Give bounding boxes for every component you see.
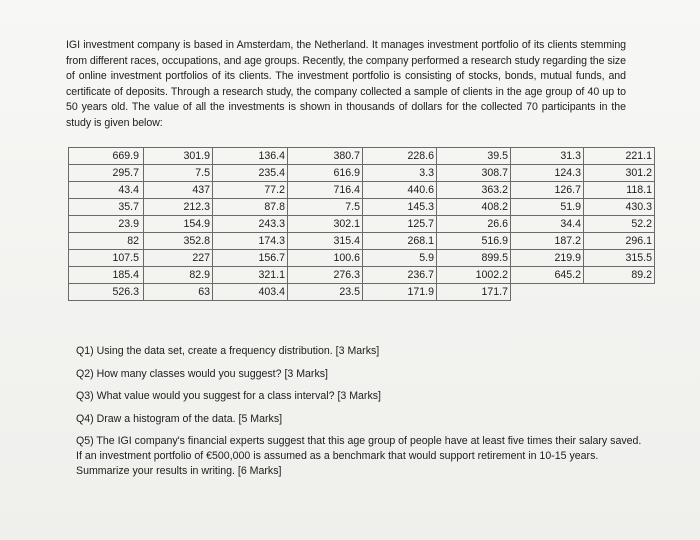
table-cell: 124.3 (511, 165, 584, 182)
table-cell: 7.5 (288, 199, 363, 216)
table-cell: 156.7 (213, 250, 288, 267)
table-cell: 516.9 (437, 233, 511, 250)
table-cell: 107.5 (69, 250, 144, 267)
table-cell: 34.4 (511, 216, 584, 233)
table-cell: 236.7 (363, 267, 437, 284)
intro-paragraph: IGI investment company is based in Amsterdam, the Netherland. It manages investment portfolio of its clients stemming from different races, occupations, and age groups. Recently, the company performed a research study regarding the size of online investment portfolios of its clients. The investment portfolio is consisting of stocks, bonds, mutual funds, and certificate of deposits. Through a research study, the company collected a sample of clients in the age group of 40 up to 50 years old. The value of all the investments is shown in thousands of dollars for the collected 70 participants in the study is given below: (66, 39, 626, 129)
table-cell: 89.2 (584, 267, 655, 284)
table-cell: 171.7 (437, 284, 511, 301)
question-list (76, 344, 646, 486)
table-cell: 430.3 (584, 199, 655, 216)
table-cell: 301.9 (144, 148, 213, 165)
table-row (69, 250, 655, 267)
table-cell: 51.9 (511, 199, 584, 216)
table-cell: 63 (144, 284, 213, 301)
table-cell: 276.3 (288, 267, 363, 284)
table-cell: 5.9 (363, 250, 437, 267)
table-cell: 219.9 (511, 250, 584, 267)
question-4: Q4) Draw a histogram of the data. [5 Marks] (76, 412, 283, 425)
question-1: Q1) Using the data set, create a frequency distribution. [3 Marks] (76, 345, 380, 357)
table-cell: 174.3 (213, 233, 288, 250)
table-cell: 77.2 (213, 182, 288, 199)
table-cell: 296.1 (584, 233, 655, 250)
table-cell: 100.6 (288, 250, 363, 267)
table-cell: 321.1 (213, 267, 288, 284)
table-cell: 302.1 (288, 216, 363, 233)
table-cell: 352.8 (144, 233, 213, 250)
table-cell: 363.2 (437, 182, 511, 199)
table-cell: 380.7 (288, 148, 363, 165)
table-cell: 39.5 (437, 148, 511, 165)
table-cell: 616.9 (288, 165, 363, 182)
table-cell: 716.4 (288, 182, 363, 199)
table-cell: 403.4 (213, 284, 288, 301)
table-cell (584, 284, 655, 301)
question-5: Q5) The IGI company's financial experts suggest that this age group of people have at least five times their salary saved. If an investment portfolio of €500,000 is assumed as a benchmark that would support retirement in 10-15 years. Summarize your results in writing. [6 Marks] (76, 435, 642, 477)
table-row (69, 165, 655, 182)
table-cell: 301.2 (584, 165, 655, 182)
table-row (69, 148, 655, 165)
table-cell: 23.5 (288, 284, 363, 301)
table-cell: 295.7 (69, 165, 144, 182)
table-cell: 228.6 (363, 148, 437, 165)
table-cell: 212.3 (144, 199, 213, 216)
table-cell: 171.9 (363, 284, 437, 301)
table-row (69, 199, 655, 216)
table-cell: 26.6 (437, 216, 511, 233)
table-cell: 87.8 (213, 199, 288, 216)
table-cell: 437 (144, 182, 213, 199)
table-cell: 154.9 (144, 216, 213, 233)
table-cell: 315.5 (584, 250, 655, 267)
table-cell: 185.4 (69, 267, 144, 284)
table-cell: 1002.2 (437, 267, 511, 284)
table-cell: 125.7 (363, 216, 437, 233)
table-cell: 145.3 (363, 199, 437, 216)
table-row (69, 182, 655, 199)
table-row (69, 267, 655, 284)
table-cell: 268.1 (363, 233, 437, 250)
table-cell: 118.1 (584, 182, 655, 199)
table-row (69, 216, 655, 233)
table-cell: 440.6 (363, 182, 437, 199)
table-cell: 35.7 (69, 199, 144, 216)
table-cell: 235.4 (213, 165, 288, 182)
table-cell: 645.2 (511, 267, 584, 284)
table-cell: 221.1 (584, 148, 655, 165)
table-cell: 82.9 (144, 267, 213, 284)
investment-data-table (68, 147, 655, 301)
table-cell: 526.3 (69, 284, 144, 301)
table-row (69, 284, 655, 301)
table-cell: 82 (69, 233, 144, 250)
table-cell: 52.2 (584, 216, 655, 233)
table-cell (511, 284, 584, 301)
question-2: Q2) How many classes would you suggest? [3 Marks] (76, 367, 328, 380)
table-cell: 669.9 (69, 148, 144, 165)
table-cell: 43.4 (69, 182, 144, 199)
table-cell: 187.2 (511, 233, 584, 250)
table-cell: 227 (144, 250, 213, 267)
table-cell: 899.5 (437, 250, 511, 267)
table-cell: 3.3 (363, 165, 437, 182)
table-cell: 136.4 (213, 148, 288, 165)
table-cell: 408.2 (437, 199, 511, 216)
table-cell: 243.3 (213, 216, 288, 233)
question-3: Q3) What value would you suggest for a class interval? [3 Marks] (76, 390, 381, 403)
table-cell: 308.7 (437, 165, 511, 182)
table-row (69, 233, 655, 250)
table-cell: 23.9 (69, 216, 144, 233)
table-cell: 126.7 (511, 182, 584, 199)
table-cell: 31.3 (511, 148, 584, 165)
table-cell: 7.5 (144, 165, 213, 182)
table-cell: 315.4 (288, 233, 363, 250)
